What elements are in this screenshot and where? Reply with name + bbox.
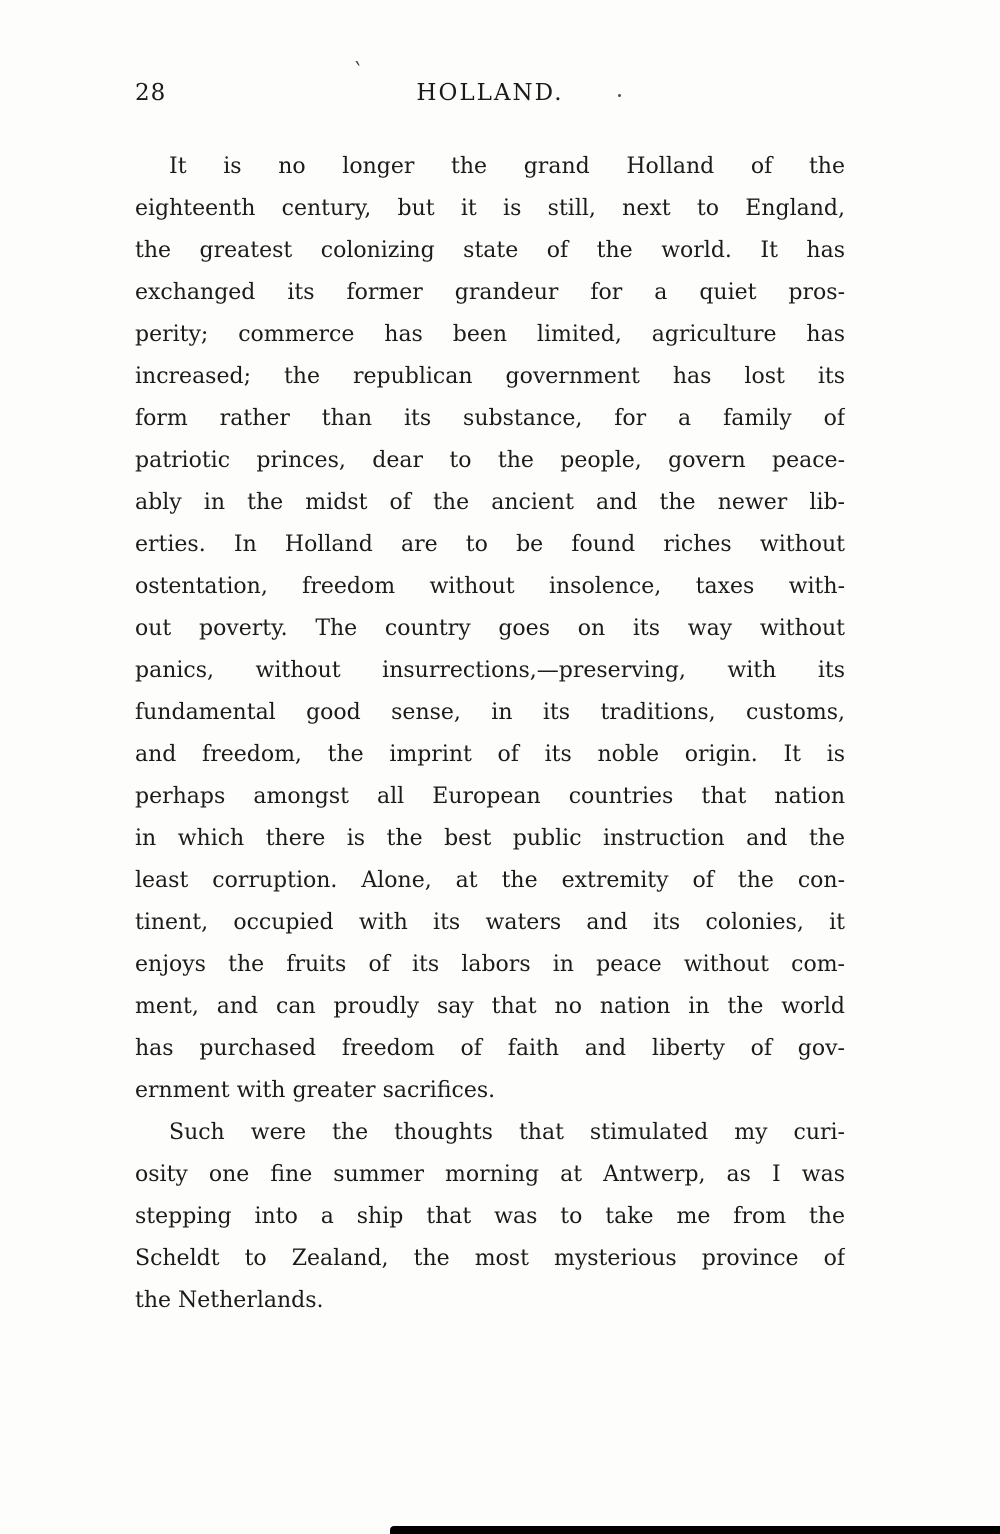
text-line: erties. In Holland are to be found riches without <box>135 532 845 557</box>
text-line: increased; the republican government has lost its <box>135 364 845 389</box>
text-line: ment, and can proudly say that no nation in the world <box>135 994 845 1019</box>
text-line: It is no longer the grand Holland of the <box>169 154 845 179</box>
text-line: stepping into a ship that was to take me from the <box>135 1204 845 1229</box>
text-block <box>135 146 845 1322</box>
text-line: perhaps amongst all European countries that nation <box>135 784 845 809</box>
text-line: exchanged its former grandeur for a quiet pros- <box>135 280 845 305</box>
text-line: eighteenth century, but it is still, next to England, <box>135 196 845 221</box>
text-line: in which there is the best public instruction and the <box>135 826 845 851</box>
text-line: form rather than its substance, for a family of <box>135 406 845 431</box>
text-line: patriotic princes, dear to the people, govern peace- <box>135 448 845 473</box>
text-line: Scheldt to Zealand, the most mysterious province of <box>135 1246 845 1271</box>
text-line: osity one fine summer morning at Antwerp, as I was <box>135 1162 845 1187</box>
text-line: the Netherlands. <box>135 1288 324 1313</box>
text-line: least corruption. Alone, at the extremity of the con- <box>135 868 845 893</box>
text-line: ernment with greater sacrifices. <box>135 1078 496 1103</box>
running-title: HOLLAND. <box>416 80 564 106</box>
text-line: and freedom, the imprint of its noble origin. It is <box>135 742 845 767</box>
scan-artifact-dot <box>618 94 621 97</box>
scan-artifact-strip <box>390 1526 1000 1534</box>
text-line: Such were the thoughts that stimulated my curi- <box>169 1120 845 1145</box>
paragraph <box>135 146 845 1112</box>
text-line: out poverty. The country goes on its way without <box>135 616 845 641</box>
text-line: tinent, occupied with its waters and its colonies, it <box>135 910 845 935</box>
text-line: fundamental good sense, in its traditions, customs, <box>135 700 845 725</box>
scan-artifact-mark: ` <box>350 59 365 86</box>
text-line: ably in the midst of the ancient and the newer lib- <box>135 490 845 515</box>
text-line: enjoys the fruits of its labors in peace without com- <box>135 952 845 977</box>
text-line: perity; commerce has been limited, agriculture has <box>135 322 845 347</box>
text-line: has purchased freedom of faith and liberty of gov- <box>135 1036 845 1061</box>
paragraph <box>135 1112 845 1322</box>
text-line: ostentation, freedom without insolence, taxes with- <box>135 574 845 599</box>
text-line: the greatest colonizing state of the world. It has <box>135 238 845 263</box>
text-line: panics, without insurrections,—preserving, with its <box>135 658 845 683</box>
page-header <box>135 59 845 112</box>
page-number: 28 <box>135 80 167 106</box>
